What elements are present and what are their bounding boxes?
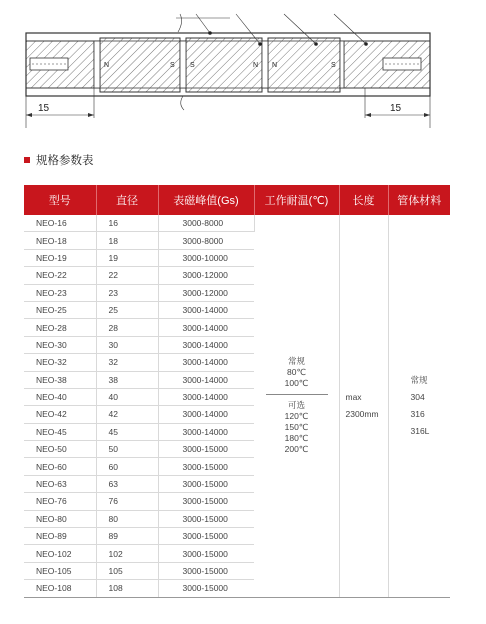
temperature-line: 100℃	[284, 378, 309, 389]
model-cell: NEO-60	[24, 458, 96, 475]
model-cell: NEO-22	[24, 267, 96, 284]
model-cell: NEO-40	[24, 388, 96, 405]
model-cell: NEO-108	[24, 580, 96, 597]
magnetic-peak-cell: 3000-8000	[158, 232, 254, 249]
magnetic-peak-cell: 3000-10000	[158, 249, 254, 266]
magnetic-peak-cell: 3000-14000	[158, 301, 254, 318]
table-row	[24, 215, 450, 232]
diameter-cell: 40	[96, 388, 158, 405]
diameter-cell: 63	[96, 475, 158, 492]
pole-label: N	[253, 62, 259, 69]
model-cell: NEO-80	[24, 510, 96, 527]
left-dimension: 15	[38, 103, 50, 114]
header-length: 长度	[339, 185, 388, 215]
diameter-cell: 80	[96, 510, 158, 527]
temperature-divider	[266, 394, 328, 395]
diameter-cell: 42	[96, 406, 158, 423]
magnetic-peak-cell: 3000-15000	[158, 528, 254, 545]
temperature-line: 200℃	[284, 444, 309, 455]
magnetic-peak-cell: 3000-12000	[158, 284, 254, 301]
magnetic-peak-cell: 3000-14000	[158, 388, 254, 405]
model-cell: NEO-105	[24, 562, 96, 579]
header-model: 型号	[24, 185, 96, 215]
temperature-line: 常规	[287, 356, 305, 367]
magnetic-peak-cell: 3000-8000	[158, 215, 254, 232]
magnetic-peak-cell: 3000-14000	[158, 423, 254, 440]
header-magnetic-peak: 表磁峰值(Gs)	[158, 185, 254, 215]
pole-label: N	[104, 62, 110, 69]
temperature-line: 可选	[287, 400, 305, 411]
diameter-cell: 89	[96, 528, 158, 545]
table-header-row	[24, 185, 450, 215]
magnetic-peak-cell: 3000-14000	[158, 406, 254, 423]
model-cell: NEO-102	[24, 545, 96, 562]
diameter-cell: 45	[96, 423, 158, 440]
model-cell: NEO-63	[24, 475, 96, 492]
model-cell: NEO-32	[24, 354, 96, 371]
header-material: 管体材料	[388, 185, 450, 215]
magnet-bar-section-drawing	[0, 0, 486, 135]
magnetic-peak-cell: 3000-15000	[158, 562, 254, 579]
diameter-cell: 25	[96, 301, 158, 318]
material-line: 316L	[410, 425, 430, 436]
right-dimension: 15	[390, 103, 402, 114]
length-cell	[339, 215, 388, 597]
model-cell: NEO-42	[24, 406, 96, 423]
magnetic-peak-cell: 3000-15000	[158, 580, 254, 597]
magnetic-peak-cell: 3000-12000	[158, 267, 254, 284]
temperature-line: 120℃	[284, 411, 309, 422]
diameter-cell: 50	[96, 441, 158, 458]
model-cell: NEO-38	[24, 371, 96, 388]
diameter-cell: 19	[96, 249, 158, 266]
diameter-cell: 76	[96, 493, 158, 510]
temperature-line: 80℃	[286, 367, 306, 378]
temperature-line: 150℃	[284, 422, 309, 433]
section-heading	[24, 153, 94, 167]
section-title: 规格参数表	[36, 155, 94, 167]
diameter-cell: 30	[96, 336, 158, 353]
model-cell: NEO-45	[24, 423, 96, 440]
diameter-cell: 38	[96, 371, 158, 388]
model-cell: NEO-50	[24, 441, 96, 458]
magnetic-peak-cell: 3000-15000	[158, 545, 254, 562]
model-cell: NEO-28	[24, 319, 96, 336]
magnetic-peak-cell: 3000-15000	[158, 441, 254, 458]
material-line: 316	[410, 408, 425, 419]
magnet-block-3	[268, 38, 340, 92]
model-cell: NEO-19	[24, 249, 96, 266]
diameter-cell: 108	[96, 580, 158, 597]
magnetic-peak-cell: 3000-15000	[158, 458, 254, 475]
header-temperature: 工作耐温(℃)	[254, 185, 339, 215]
temperature-line: 180℃	[284, 433, 309, 444]
pole-label: S	[190, 62, 195, 69]
model-cell: NEO-89	[24, 528, 96, 545]
length-line: 2300mm	[345, 408, 379, 419]
header-diameter: 直径	[96, 185, 158, 215]
magnetic-peak-cell: 3000-15000	[158, 510, 254, 527]
diameter-cell: 18	[96, 232, 158, 249]
magnet-block-1	[100, 38, 180, 92]
diameter-cell: 60	[96, 458, 158, 475]
magnetic-peak-cell: 3000-14000	[158, 336, 254, 353]
diameter-cell: 16	[96, 215, 158, 232]
diameter-cell: 22	[96, 267, 158, 284]
model-cell: NEO-76	[24, 493, 96, 510]
spec-table	[24, 185, 450, 598]
pole-label: S	[170, 62, 175, 69]
magnet-block-2	[186, 38, 262, 92]
model-cell: NEO-30	[24, 336, 96, 353]
diameter-cell: 28	[96, 319, 158, 336]
diameter-cell: 23	[96, 284, 158, 301]
material-line: 常规	[410, 374, 428, 385]
diameter-cell: 105	[96, 562, 158, 579]
magnetic-peak-cell: 3000-14000	[158, 371, 254, 388]
model-cell: NEO-23	[24, 284, 96, 301]
diameter-cell: 32	[96, 354, 158, 371]
material-line: 304	[410, 391, 425, 402]
pole-label: S	[331, 62, 336, 69]
material-cell	[388, 215, 450, 597]
magnetic-peak-cell: 3000-15000	[158, 493, 254, 510]
pole-label: N	[272, 62, 278, 69]
temperature-cell	[254, 215, 339, 597]
diameter-cell: 102	[96, 545, 158, 562]
bullet-square-icon	[24, 157, 30, 163]
model-cell: NEO-16	[24, 215, 96, 232]
magnetic-peak-cell: 3000-15000	[158, 475, 254, 492]
magnetic-peak-cell: 3000-14000	[158, 319, 254, 336]
model-cell: NEO-18	[24, 232, 96, 249]
model-cell: NEO-25	[24, 301, 96, 318]
length-line: max	[345, 391, 362, 402]
magnetic-peak-cell: 3000-14000	[158, 354, 254, 371]
